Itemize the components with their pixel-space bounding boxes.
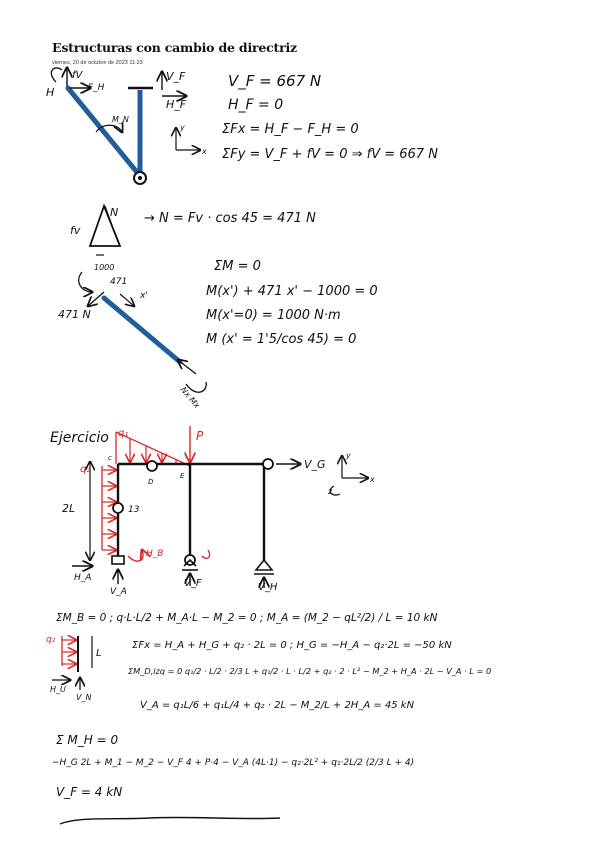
eq-m2: M(x'=0) = 1000 N·m [206, 308, 341, 323]
label-va: V_A [110, 587, 127, 597]
label-ha: H_A [74, 573, 92, 583]
page-title: Estructuras con cambio de directriz [52, 40, 297, 55]
eq-va: V_A = q₁L/6 + q₁L/4 + q₂ · 2L − M_2/L + 2H_A = 45 kN [140, 700, 415, 711]
page-date: viernes, 20 de octubre de 2023 11:23 [52, 60, 143, 66]
eq-n: → N = Fv · cos 45 = 471 N [144, 211, 316, 226]
label-2l: 2L [62, 502, 76, 515]
eq-sum-mh: Σ M_H = 0 [56, 733, 119, 747]
figure-small-column [52, 636, 92, 690]
eq-m3: M (x' = 1'5/cos 45) = 0 [206, 332, 357, 347]
small-label-q2: q₂ [46, 635, 56, 645]
label-fv: fV [72, 70, 83, 81]
eq-sum-md: ΣM_D,izq = 0 q₁/2 · L/2 · 2/3 L + q₁/2 · L · L/2 + q₂ · 2 · L² − M_2 + H_A · 2L − V_A · L = 0 [128, 666, 492, 676]
label-nx-mx: Nx Mx [178, 385, 202, 411]
eq-vf-result: V_F = 4 kN [56, 785, 123, 799]
eq-mh-expansion: −H_G 2L + M_1 − M_2 − V_F 4 + P·4 − V_A (4L·1) − q₂·2L² + q₁·2L/2 (2/3 L + 4) [52, 758, 415, 768]
small-label-l: L [96, 648, 102, 659]
label-h: H [46, 86, 55, 99]
label-xprime: x' [140, 291, 148, 301]
frame-axis-x: x [370, 475, 375, 484]
figure-frame [72, 426, 368, 588]
label-c: c [108, 454, 112, 462]
frame-axis-y: y [346, 451, 351, 460]
label-vf: V_F [166, 70, 186, 83]
label-471n: 471 N [58, 308, 91, 321]
cut-off-handwriting [60, 817, 280, 824]
label-13: 13 [128, 505, 140, 515]
label-fh: F_H [88, 83, 105, 93]
eq-sum-m: ΣM = 0 [214, 259, 261, 274]
label-m1000: 1000 [94, 263, 115, 272]
exercise-heading: Ejercicio [50, 430, 109, 446]
label-d: D [148, 478, 154, 486]
label-vg: V_G [304, 458, 326, 471]
label-hf: H_F [166, 98, 187, 111]
tri-label-fv: fv [70, 224, 81, 237]
small-label-vn: V_N [76, 693, 92, 702]
label-471-top: 471 [110, 277, 128, 287]
eq-vf: V_F = 667 N [228, 72, 322, 90]
eq-sum-fx: ΣFx = H_F − F_H = 0 [222, 122, 359, 137]
tri-label-n: N [110, 206, 119, 219]
small-label-hu: H_U [50, 685, 66, 694]
label-q2: q₂ [80, 464, 91, 475]
label-q1: q₁ [118, 428, 129, 439]
figure-bent-bar [51, 68, 200, 184]
frame-axis-z: z [328, 487, 333, 496]
label-p: P [196, 429, 204, 443]
label-hb: H_B [146, 549, 164, 559]
eq-hf: H_F = 0 [228, 97, 284, 113]
eq-sum-fx-2: ΣFx = H_A + H_G + q₂ · 2L = 0 ; H_G = −H_A − q₂·2L = −50 kN [132, 640, 452, 651]
axis-x-label: x [202, 147, 207, 156]
axis-y-label: y [180, 123, 185, 132]
label-vh: V_H [258, 582, 278, 593]
eq-m1: M(x') + 471 x' − 1000 = 0 [206, 284, 378, 299]
label-mn: M_N [112, 115, 129, 124]
eq-sum-mb: ΣM_B = 0 ; q·L·L/2 + M_A·L − M_2 = 0 ; M_A = (M_2 − qL²/2) / L = 10 kN [56, 612, 438, 624]
eq-sum-fy: ΣFy = V_F + fV = 0 ⇒ fV = 667 N [222, 147, 438, 162]
label-e: E [180, 472, 185, 480]
label-vf-support: V_F [184, 578, 202, 589]
